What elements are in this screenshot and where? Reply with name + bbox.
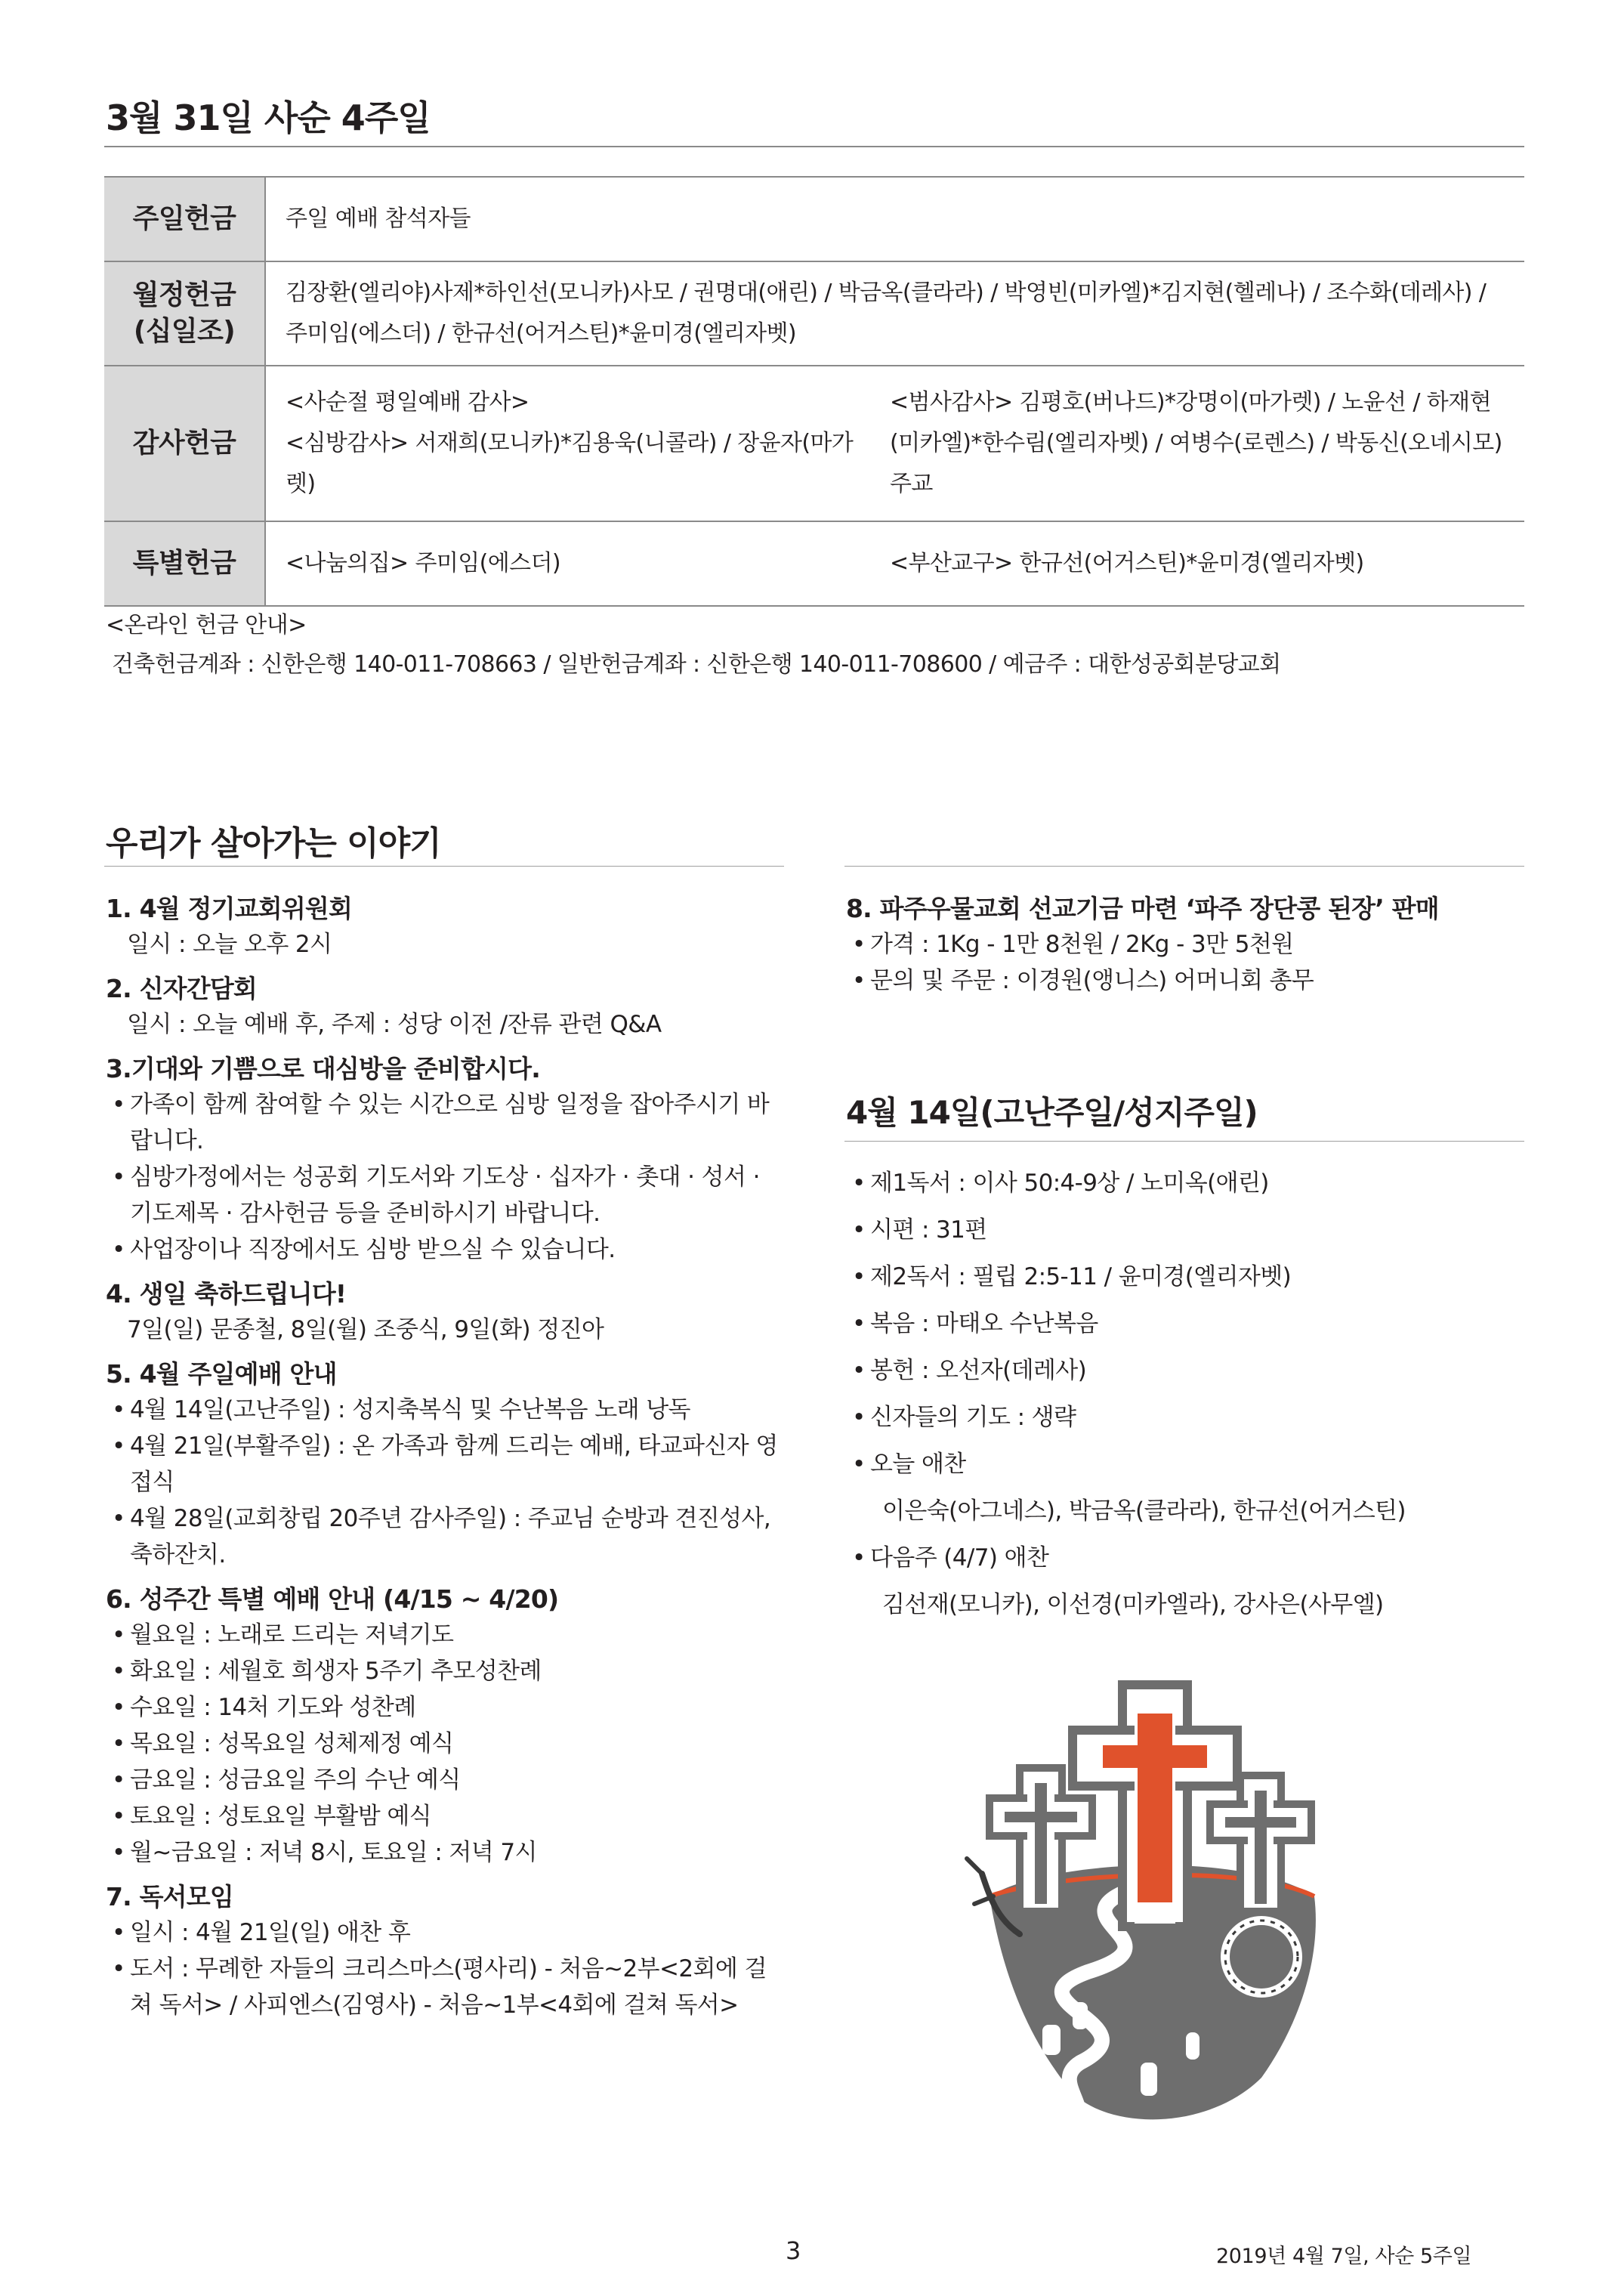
list-item: • 심방가정에서는 성공회 기도서와 기도상 · 십자가 · 촛대 · 성서 · 기도제목 · 감사헌금 등을 준비하시기 바랍니다. — [106, 1159, 786, 1231]
list-item: • 봉헌 : 오선자(데레사) — [846, 1347, 1526, 1394]
thanks-right: <범사감사> 김평호(버나드)*강명이(마가렛) / 노윤선 / 하재현(미카엘)*한수림(엘리자벳) / 여병수(로렌스) / 박동신(오네시모) 주교 — [890, 389, 1502, 497]
footer-date: 2019년 4월 7일, 사순 5주일 — [1216, 2245, 1472, 2268]
section-body: 일시 : 오늘 예배 후, 주제 : 성당 이전 /잔류 관련 Q&A — [127, 1011, 662, 1038]
section-heading: 4. 생일 축하드립니다! — [106, 1279, 347, 1309]
row-value — [265, 366, 1524, 521]
row-label: 특별헌금 — [104, 521, 265, 606]
list-item: • 4월 28일(교회창립 20주년 감사주일) : 주교님 순방과 견진성사, 축하잔치. — [106, 1500, 786, 1573]
april14-title: 4월 14일(고난주일/성지주일) — [846, 1094, 1258, 1131]
next-agape-names: 김선재(모니카), 이선경(미카엘라), 강사은(사무엘) — [882, 1591, 1384, 1618]
list-item: • 다음주 (4/7) 애찬 — [846, 1534, 1526, 1581]
bullet-list — [106, 1086, 786, 1268]
stories-title: 우리가 살아가는 이야기 — [106, 824, 441, 863]
section-heading: 2. 신자간담회 — [106, 974, 257, 1003]
list-item: • 4월 21일(부활주일) : 온 가족과 함께 드리는 예배, 타교파신자 영접식 — [106, 1428, 786, 1500]
section-body: 일시 : 오늘 오후 2시 — [127, 931, 332, 958]
bullet-list — [846, 926, 1526, 999]
section-heading: 5. 4월 주일예배 안내 — [106, 1359, 337, 1389]
online-title: <온라인 헌금 안내> — [106, 612, 307, 638]
list-item: • 오늘 애찬 — [846, 1441, 1526, 1488]
thanks-left: <사순절 평일예배 감사> <심방감사> 서재희(모니카)*김용욱(니콜라) / 장윤자(마가렛) — [286, 389, 854, 497]
bullet-list — [106, 1914, 786, 2023]
page-title: 3월 31일 사순 4주일 — [106, 97, 431, 138]
today-agape-names: 이은숙(아그네스), 박금옥(클라라), 한규선(어거스틴) — [882, 1497, 1406, 1525]
list-item: • 월~금요일 : 저녁 8시, 토요일 : 저녁 7시 — [106, 1834, 786, 1871]
stories-right-column — [846, 882, 1526, 999]
bullet-list — [106, 1392, 786, 1573]
row-value: 김장환(엘리야)사제*하인선(모니카)사모 / 권명대(애린) / 박금옥(클라라) / 박영빈(미카엘)*김지현(헬레나) / 조수화(데레사) / 주미임(에스더) / 한규선(어거스틴)*윤미경(엘리자벳) — [265, 261, 1524, 366]
list-item: • 화요일 : 세월호 희생자 5주기 추모성찬례 — [106, 1653, 786, 1689]
april14-list — [846, 1160, 1526, 1628]
row-label: 주일헌금 — [104, 177, 265, 261]
table-row — [104, 521, 1524, 606]
bullet-list — [846, 1160, 1526, 1488]
table-row — [104, 366, 1524, 521]
list-item: • 가족이 함께 참여할 수 있는 시간으로 심방 일정을 잡아주시기 바랍니다. — [106, 1086, 786, 1159]
list-item: • 시편 : 31편 — [846, 1207, 1526, 1253]
list-item: • 복음 : 마태오 수난복음 — [846, 1300, 1526, 1347]
list-item: • 도서 : 무례한 자들의 크리스마스(평사리) - 처음~2부<2회에 걸쳐 독서> / 사피엔스(김영사) - 처음~1부<4회에 걸쳐 독서> — [106, 1951, 786, 2023]
stories-left-column — [106, 882, 786, 2023]
list-item: • 금요일 : 성금요일 주의 수난 예식 — [106, 1762, 786, 1798]
list-item: • 일시 : 4월 21일(일) 애찬 후 — [106, 1914, 786, 1951]
list-item: • 제1독서 : 이사 50:4-9상 / 노미옥(애린) — [846, 1160, 1526, 1207]
page-number: 3 — [786, 2236, 801, 2265]
list-item: • 월요일 : 노래로 드리는 저녁기도 — [106, 1617, 786, 1653]
list-item: • 가격 : 1Kg - 1만 8천원 / 2Kg - 3만 5천원 — [846, 926, 1526, 963]
section-heading: 6. 성주간 특별 예배 안내 (4/15 ~ 4/20) — [106, 1584, 559, 1614]
list-item: • 신자들의 기도 : 생략 — [846, 1394, 1526, 1441]
list-item: • 4월 14일(고난주일) : 성지축복식 및 수난복음 노래 낭독 — [106, 1392, 786, 1428]
section-heading: 7. 독서모임 — [106, 1882, 233, 1911]
title-rule — [104, 146, 1524, 147]
list-item: • 문의 및 주문 : 이경원(앵니스) 어머니회 총무 — [846, 963, 1526, 999]
row-label: 월정헌금 (십일조) — [104, 261, 265, 366]
row-value — [265, 521, 1524, 606]
special-left: <나눔의집> 주미임(에스더) — [286, 550, 561, 576]
list-item: • 제2독서 : 필립 2:5-11 / 윤미경(엘리자벳) — [846, 1253, 1526, 1300]
section-body: 7일(일) 문종철, 8일(월) 조중식, 9일(화) 정진아 — [127, 1316, 604, 1343]
list-item: • 사업장이나 직장에서도 심방 받으실 수 있습니다. — [106, 1231, 786, 1268]
calvary-illustration — [959, 1670, 1382, 2138]
row-value: 주일 예배 참석자들 — [265, 177, 1524, 261]
bullet-list — [846, 1534, 1526, 1581]
section-heading: 1. 4월 정기교회위원회 — [106, 894, 353, 923]
bullet-list — [106, 1617, 786, 1871]
special-right: <부산교구> 한규선(어거스틴)*윤미경(엘리자벳) — [890, 550, 1364, 576]
row-label: 감사헌금 — [104, 366, 265, 521]
table-row — [104, 261, 1524, 366]
online-accounts: 건축헌금계좌 : 신한은행 140-011-708663 / 일반헌금계좌 : 신한은행 140-011-708600 / 예금주 : 대한성공회분당교회 — [112, 651, 1281, 678]
list-item: • 토요일 : 성토요일 부활밤 예식 — [106, 1798, 786, 1834]
list-item: • 수요일 : 14처 기도와 성찬례 — [106, 1689, 786, 1726]
right-top-rule — [844, 866, 1524, 867]
table-row — [104, 177, 1524, 261]
section-heading: 3.기대와 기쁨으로 대심방을 준비합시다. — [106, 1054, 540, 1083]
offering-table — [104, 176, 1524, 607]
section-heading: 8. 파주우물교회 선교기금 마련 ‘파주 장단콩 된장’ 판매 — [846, 894, 1439, 923]
list-item: • 목요일 : 성목요일 성체제정 예식 — [106, 1726, 786, 1762]
stories-rule — [104, 866, 784, 867]
april14-rule — [844, 1141, 1524, 1142]
